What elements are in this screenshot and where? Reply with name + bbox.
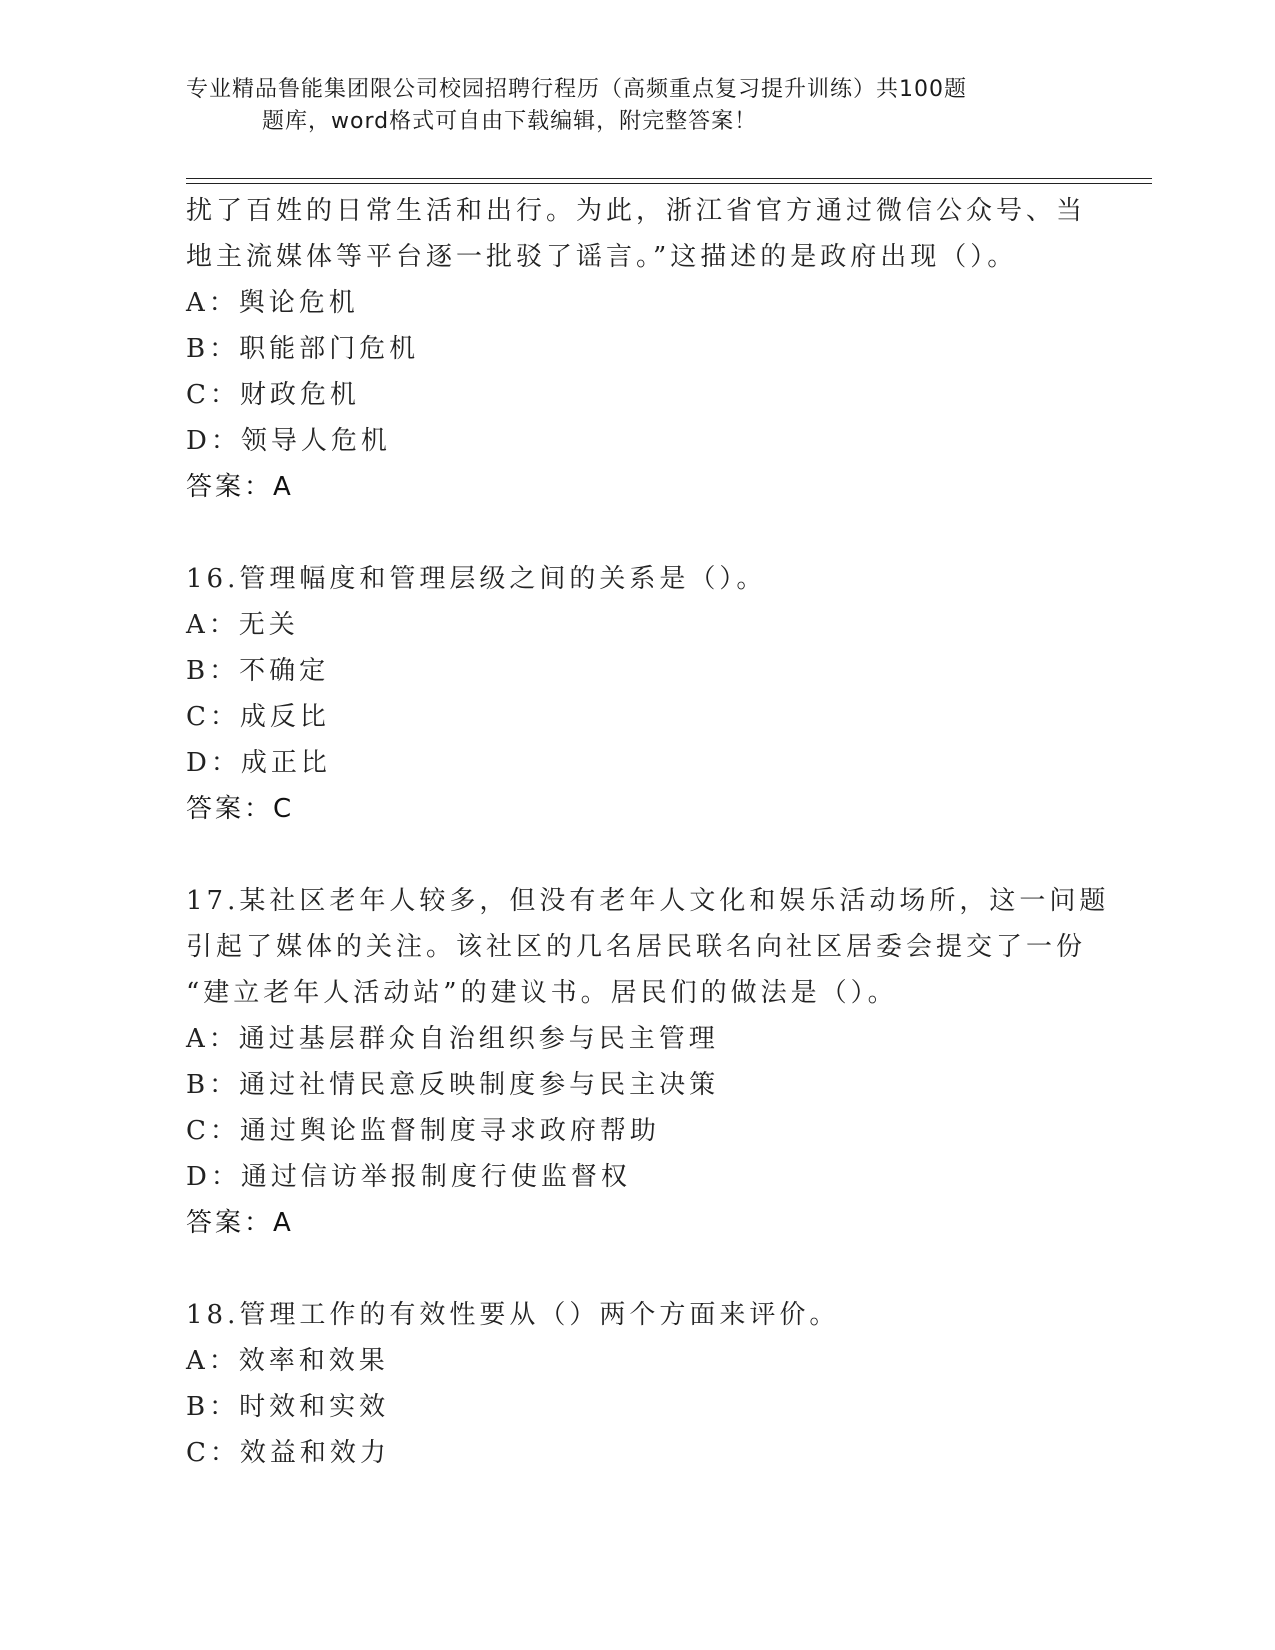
question-text: 17.某社区老年人较多，但没有老年人文化和娱乐活动场所，这一问题 xyxy=(186,886,1110,916)
question-15-continued xyxy=(186,188,1086,510)
question-text: 扰了百姓的日常生活和出行。为此，浙江省官方通过微信公众号、当 xyxy=(186,196,1087,226)
answer: 答案：A xyxy=(186,1208,294,1238)
spacer xyxy=(186,510,1086,556)
question-17 xyxy=(186,878,1110,1246)
option-b: B：不确定 xyxy=(186,656,330,686)
option-c: C：成反比 xyxy=(186,702,330,732)
spacer xyxy=(186,832,1086,878)
question-list xyxy=(186,188,1110,1476)
option-c: C：效益和效力 xyxy=(186,1438,390,1468)
option-c: C：通过舆论监督制度寻求政府帮助 xyxy=(186,1116,660,1146)
question-text: 18.管理工作的有效性要从（）两个方面来评价。 xyxy=(186,1300,840,1330)
option-b: B：职能部门危机 xyxy=(186,334,420,364)
option-a: A：无关 xyxy=(186,610,299,640)
option-b: B：时效和实效 xyxy=(186,1392,390,1422)
option-d: D：成正比 xyxy=(186,748,331,778)
question-text: 16.管理幅度和管理层级之间的关系是（）。 xyxy=(186,564,767,594)
answer: 答案：C xyxy=(186,794,295,824)
option-c: C：财政危机 xyxy=(186,380,360,410)
question-text: 地主流媒体等平台逐一批驳了谣言。”这描述的是政府出现（）。 xyxy=(186,242,1018,272)
question-text: 引起了媒体的关注。该社区的几名居民联名向社区居委会提交了一份 xyxy=(186,932,1087,962)
option-a: A：效率和效果 xyxy=(186,1346,389,1376)
option-a: A：通过基层群众自治组织参与民主管理 xyxy=(186,1024,719,1054)
spacer xyxy=(186,1246,1086,1292)
option-d: D：通过信访举报制度行使监督权 xyxy=(186,1162,631,1192)
header-rule-top xyxy=(186,178,1152,179)
question-text: “建立老年人活动站”的建议书。居民们的做法是（）。 xyxy=(186,978,898,1008)
option-a: A：舆论危机 xyxy=(186,288,359,318)
header-line-2: 题库，word格式可自由下载编辑，附完整答案！ xyxy=(262,109,758,134)
answer: 答案：A xyxy=(186,472,294,502)
header-line-1: 专业精品鲁能集团限公司校园招聘行程历（高频重点复习提升训练）共100题 xyxy=(186,77,967,102)
option-d: D：领导人危机 xyxy=(186,426,391,456)
document-header xyxy=(186,74,1066,138)
option-b: B：通过社情民意反映制度参与民主决策 xyxy=(186,1070,720,1100)
header-rule-bottom xyxy=(186,183,1152,184)
question-16 xyxy=(186,556,1086,832)
question-18 xyxy=(186,1292,1086,1476)
